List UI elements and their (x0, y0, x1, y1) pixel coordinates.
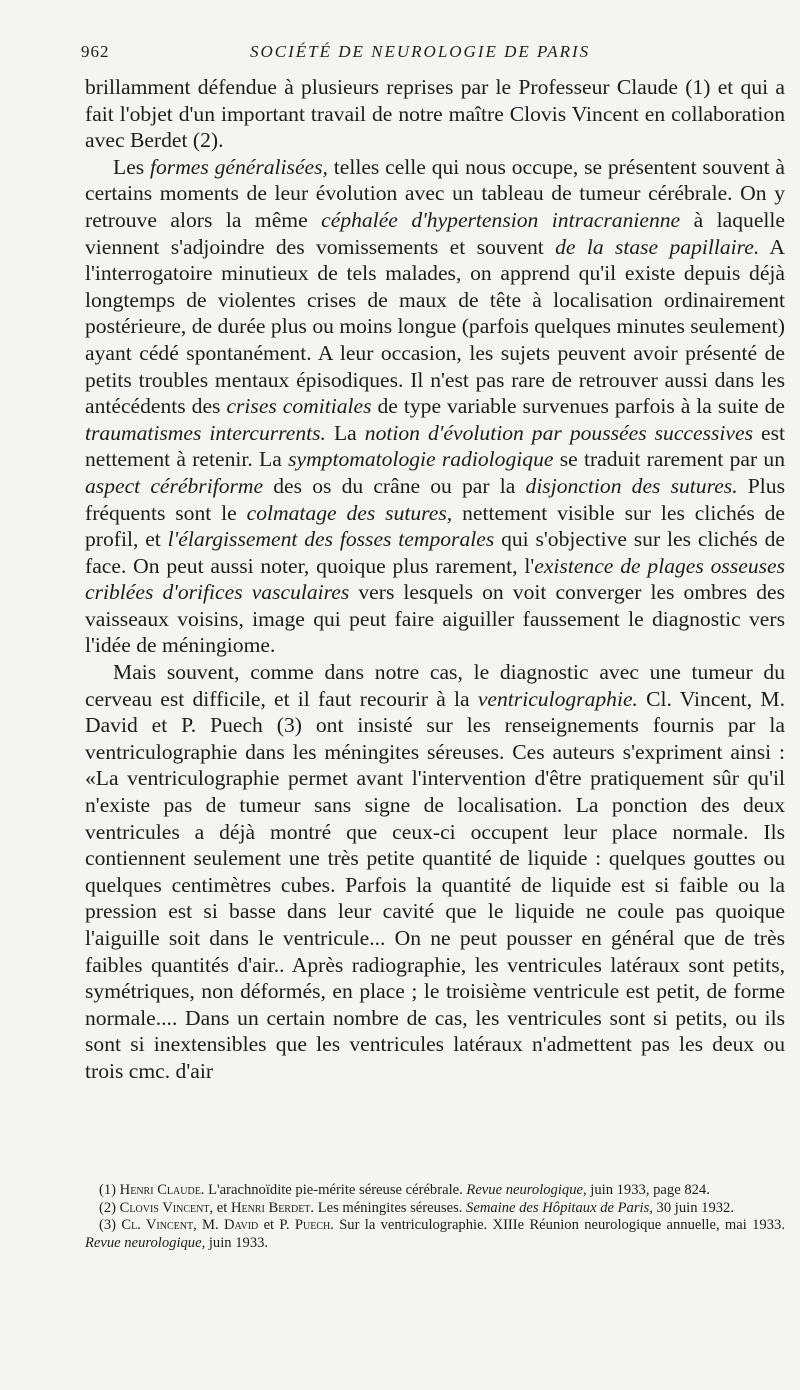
text-span: brillamment défendue à plusieurs reprises par le Professeur Claude (1) et qui a fait l'objet d'un important travail de notre maître Clovis Vincent en collaboration avec Berdet (2). (85, 75, 785, 153)
text-span: La (325, 420, 365, 445)
text-span: qui s'objective sur les clichés de face. On peut aussi noter, quoique plus rarement, l' (85, 527, 785, 578)
text-span: Plus fréquents sont le (85, 473, 785, 525)
text-span: vers lesquels on voit converger les ombres des vaisseaux voisins, image qui peut faire aiguiller faussement le diagnostic vers l'idée de méningiome. (85, 580, 785, 658)
italic-span: traumatismes intercurrents. (85, 420, 326, 445)
text-span: de type variable survenues parfois à la suite de (371, 394, 785, 419)
text-span: juin 1933, page 824. (586, 1182, 710, 1198)
italic-span: Semaine des Hôpitaux de Paris, (466, 1199, 653, 1216)
text-span: et (213, 1199, 231, 1216)
text-span: L'arachnoïdite pie-mérite séreuse cérébrale. (204, 1182, 467, 1198)
footnote (85, 1217, 785, 1252)
italic-span: notion d'évolution par poussées successives (364, 420, 753, 445)
footnote (85, 1200, 785, 1218)
footnote (85, 1182, 785, 1200)
text-span: telles celle qui nous occupe, se présentent souvent à certains moments de leur évolution avec un tableau de tumeur cérébrale. On y retrouve alors la même (85, 154, 785, 232)
text-span: (1) (99, 1182, 120, 1198)
body-text (85, 74, 785, 1085)
text-span: est nettement à retenir. La (85, 420, 785, 472)
paragraph (85, 659, 785, 1085)
text-span: et (258, 1217, 280, 1234)
page-number: 962 (81, 42, 110, 61)
text-span: se traduit rarement par un (553, 447, 785, 472)
italic-span: disjonction des sutures. (525, 473, 738, 498)
text-span: des os du crâne ou par la (263, 473, 526, 498)
italic-span: aspect cérébriforme (85, 473, 264, 498)
text-span: Cl. Vincent, M. David et P. Puech (3) ont insisté sur les renseignements fournis par la ventriculographie dans les méningites séreuses. Ces auteurs s'expriment ainsi : «La ventriculographie permet avant l'intervention d'être pratiquement sûr qu'il n'existe pas de tumeur sans signe de localisation. La ponction des deux ventricules a déjà montré que ceux-ci occupent leur place normale. Ils contiennent seulement une très petite quantité de liquide : quelques gouttes ou quelques centimètres cubes. Parfois la quantité de liquide est si faible ou la pression est si basse dans leur cavité que le liquide ne coule pas quoique l'aiguille soit dans le ventricule... On ne peut pousser en général que de très faibles quantités d'air.. Après radiographie, les ventricules latéraux sont petits, symétriques, non déformés, en place ; le troisième ventricule est petit, de forme normale.... Dans un certain nombre de cas, les ventricules sont si petits, ou ils sont si inextensibles que les ventricules latéraux n'admettent pas les deux ou trois cmc. d'air (85, 686, 785, 1083)
text-span: Sur la ventriculographie. XIIIe Réunion neurologique annuelle, mai 1933. (333, 1217, 785, 1234)
text-span: 30 juin 1932. (652, 1199, 734, 1216)
running-title: SOCIÉTÉ DE NEUROLOGIE DE PARIS (250, 42, 591, 61)
italic-span: ventriculographie. (477, 686, 638, 711)
author-name: Henri Berdet. (230, 1199, 315, 1216)
italic-span: colmatage des sutures, (246, 500, 453, 525)
italic-span: Revue neurologique, (85, 1234, 206, 1251)
footnotes (85, 1182, 785, 1252)
italic-span: l'élargissement des fosses temporales (167, 527, 495, 552)
italic-span: existence de plages osseuses criblées d'orifices vasculaires (85, 553, 786, 605)
text-span: A l'interrogatoire minutieux de tels malades, on apprend qu'il existe depuis déjà longtemps de violentes crises de maux de tête à localisation ordinairement postérieure, de durée plus ou moins longue (parfois quelques minutes seulement) ayant cédé spontanément. A leur occasion, les sujets peuvent avoir présenté de petits troubles mentaux épisodiques. Il n'est pas rare de retrouver aussi dans les antécédents des (85, 234, 785, 419)
text-span: à laquelle viennent s'adjoindre des vomissements et souvent (85, 207, 785, 259)
paragraph (85, 74, 785, 154)
author-name: Henri Claude. (119, 1182, 205, 1198)
italic-span: crises comitiales (226, 394, 372, 419)
text-span: (3) (99, 1217, 122, 1234)
italic-span: formes généralisées, (150, 154, 328, 179)
author-name: Clovis Vincent, (119, 1199, 214, 1216)
italic-span: Revue neurologique, (466, 1182, 587, 1198)
paragraph (85, 154, 785, 659)
text-span: (2) (99, 1199, 120, 1216)
page-header (81, 42, 785, 64)
author-name: P. Puech. (279, 1217, 334, 1234)
text-span: Mais souvent, comme dans notre cas, le diagnostic avec une tumeur du cerveau est difficile, et il faut recourir à la (85, 660, 785, 711)
italic-span: de la stase papillaire. (555, 234, 760, 259)
text-span: Les méningites séreuses. (314, 1199, 467, 1216)
author-name: Cl. Vincent, M. David (121, 1217, 259, 1234)
text-span: Les (113, 154, 150, 179)
text-span: nettement visible sur les clichés de profil, et (85, 500, 786, 552)
italic-span: céphalée d'hypertension intracranienne (321, 207, 681, 232)
text-span: juin 1933. (205, 1234, 269, 1251)
italic-span: symptomatologie radiologique (288, 447, 554, 472)
